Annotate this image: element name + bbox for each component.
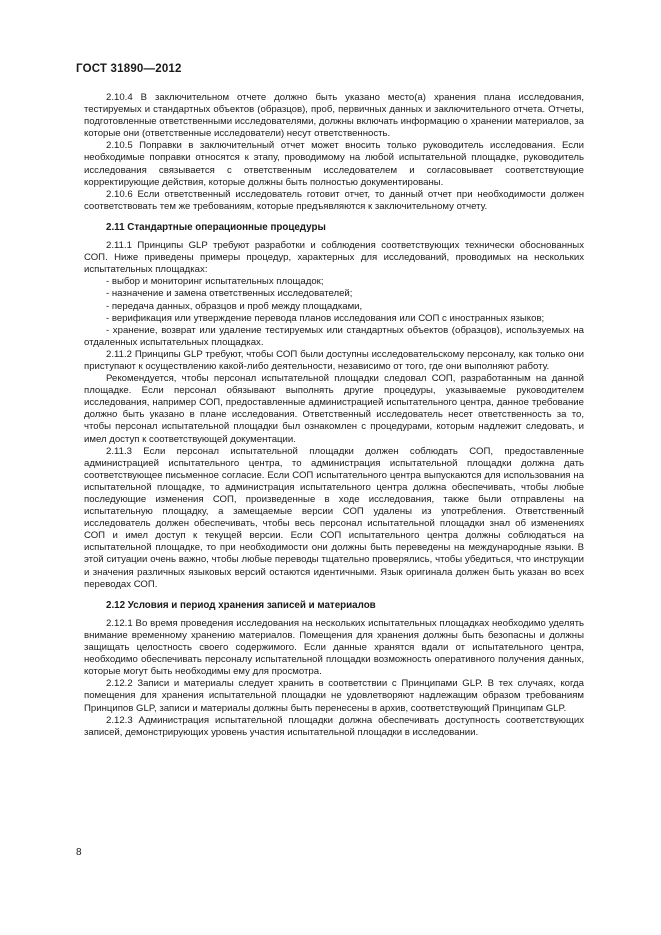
- paragraph-2-11-2-recommendation: Рекомендуется, чтобы персонал испытательной площадки следовал СОП, разработанным на данной площадке. Если персонал обязывают выполнять другие процедуры, указываемые руководителем исследования, например СОП, предоставленные администрацией испытательного центра, данное требование должно быть указано в плане исследования. Ответственный исследователь несет ответственность за то, чтобы персонал испытательной площадки был ознакомлен с процедурами, которым надлежит следовать, и имел доступ к соответствующей документации.: [84, 373, 584, 445]
- paragraph-2-12-2: 2.12.2 Записи и материалы следует хранить в соответствии с Принципами GLP. В тех случаях, когда помещения для хранения испытательной площадки не удовлетворяют надлежащим образом требованиям Принципов GLP, записи и материалы должны быть перенесены в архив, соответствующий Принципам GLP.: [84, 678, 584, 714]
- paragraph-2-11-3: 2.11.3 Если персонал испытательной площадки должен соблюдать СОП, предоставленные администрацией испытательного центра, то администрация испытательной площадки должна дать соответствующее письменное согласие. Если СОП испытательного центра выпускаются для использования на испытательной площадке, то администрация испытательного центра должна обеспечивать, чтобы любые последующие изменения СОП, произведенные в ходе исследования, также были отправлены на испытательную площадку, а замещаемые версии СОП удалены из употребления. Ответственный исследователь должен обеспечивать, чтобы весь персонал испытательной площадки знал об изменениях СОП и имел доступ к текущей версии. Если СОП испытательного центра должны соблюдаться на испытательной площадке, то при необходимости они должны быть переведены на международные языки. В этой ситуации очень важно, чтобы любые переводы тщательно проверялись, чтобы убедиться, что инструкции и значения различных языковых версий остаются идентичными. Язык оригинала должен быть указан во всех переводах СОП.: [84, 445, 584, 590]
- section-heading-2-12: 2.12 Условия и период хранения записей и материалов: [106, 599, 376, 611]
- list-item: - назначение и замена ответственных исследователей;: [106, 288, 353, 300]
- standard-header: ГОСТ 31890—2012: [76, 63, 182, 75]
- page-number: 8: [76, 847, 82, 858]
- paragraph-2-11-1: 2.11.1 Принципы GLP требуют разработки и соблюдения соответствующих технически обоснованных СОП. Ниже приведены примеры процедур, характерных для исследований, проводимых на нескольких испытательных площадках:: [84, 240, 584, 276]
- paragraph-2-12-3: 2.12.3 Администрация испытательной площадки должна обеспечивать доступность соответствующих записей, демонстрирующих уровень участия испытательной площадки в исследовании.: [84, 714, 584, 738]
- section-heading-2-11: 2.11 Стандартные операционные процедуры: [106, 221, 326, 233]
- paragraph-2-11-2: 2.11.2 Принципы GLP требуют, чтобы СОП были доступны исследовательскому персоналу, как только они приступают к осуществлению какой-либо деятельности, независимо от того, где они выполняют работу.: [84, 348, 584, 372]
- paragraph-2-10-6: 2.10.6 Если ответственный исследователь готовит отчет, то данный отчет при необходимости должен соответствовать тем же требованиям, которые предъявляются к заключительному отчету.: [84, 188, 584, 212]
- list-item: - хранение, возврат или удаление тестируемых или стандартных объектов (образцов), используемых на отдаленных испытательных площадках.: [84, 324, 584, 348]
- paragraph-2-10-4: 2.10.4 В заключительном отчете должно быть указано место(а) хранения плана исследования, тестируемых и стандартных объектов (образцов), проб, первичных данных и заключительного отчета. Отчеты, подготовленные ответственными исследователями, должны включать информацию о хранении материалов, за которые они (ответственные исследователи) несут ответственность.: [84, 92, 584, 140]
- list-item: - передача данных, образцов и проб между площадками,: [106, 300, 363, 312]
- paragraph-2-10-5: 2.10.5 Поправки в заключительный отчет может вносить только руководитель исследования. Если необходимые поправки относятся к этапу, проводимому на любой испытательной площадке, руководитель исследования связывается с ответственным исследователем и согласовывает соответствующие корректирующие действия, которые должны быть полностью документированы.: [84, 140, 584, 188]
- document-body: [84, 92, 584, 739]
- list-item: - верификация или утверждение перевода планов исследования или СОП с иностранных языков;: [106, 312, 545, 324]
- paragraph-2-12-1: 2.12.1 Во время проведения исследования на нескольких испытательных площадках необходимо уделять внимание временному хранению материалов. Помещения для хранения должны быть безопасны и должны защищать целостность своего содержимого. Если данные хранятся вдали от испытательного центра, необходимо обеспечивать персоналу испытательной площадки возможность оперативного получения данных, которые могут быть необходимы ему для просмотра.: [84, 617, 584, 678]
- list-item: - выбор и мониторинг испытательных площадок;: [106, 276, 324, 288]
